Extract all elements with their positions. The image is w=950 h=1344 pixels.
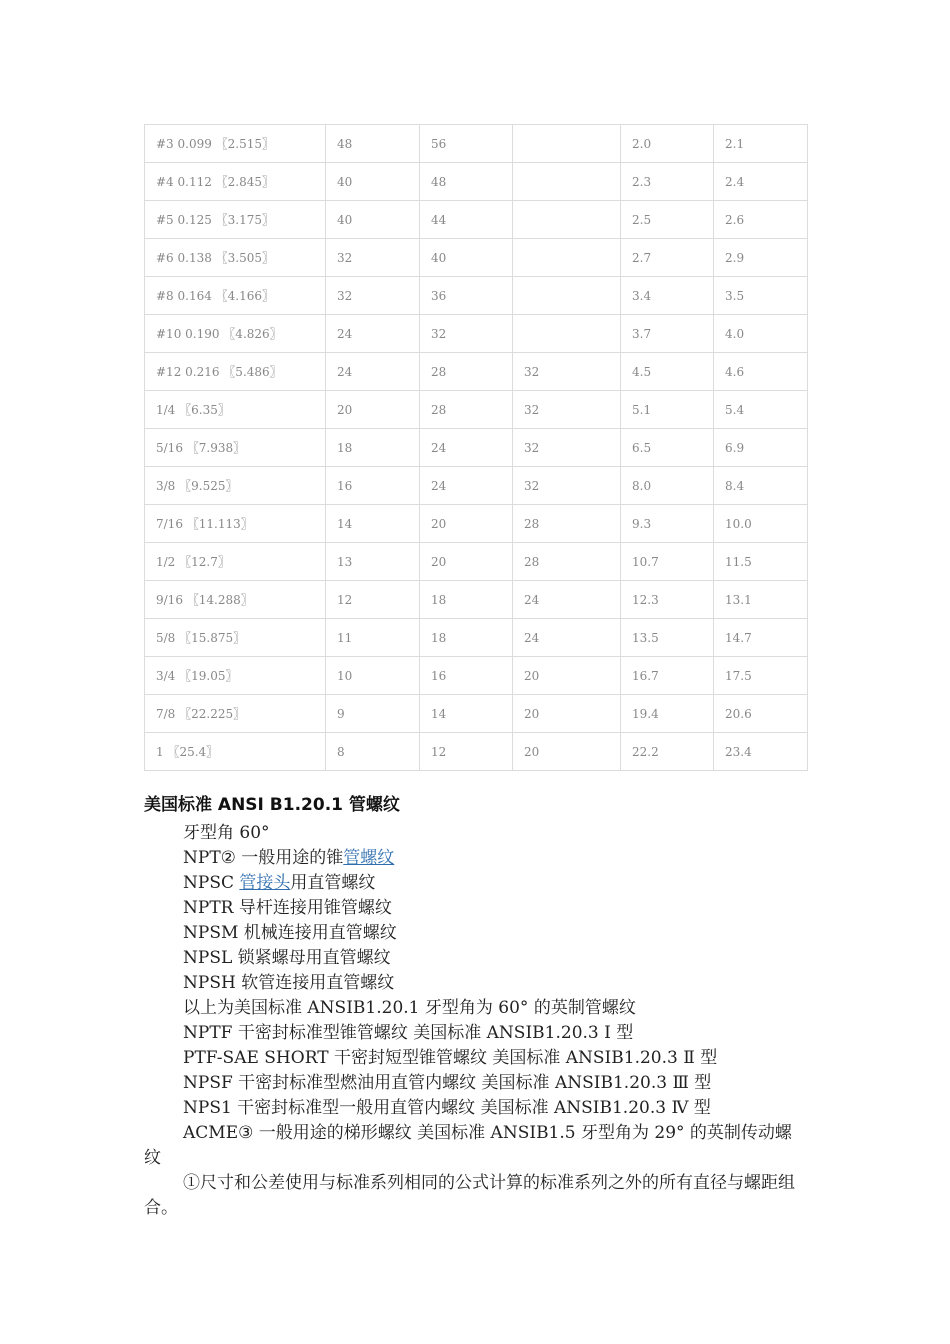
line-text: NPT② 一般用途的锥 <box>183 848 344 868</box>
text-line <box>144 871 808 896</box>
table-row <box>145 163 808 201</box>
table-cell <box>513 201 621 239</box>
table-cell: 18 <box>420 581 513 619</box>
table-cell: 20 <box>513 733 621 771</box>
table-cell: 2.7 <box>621 239 714 277</box>
table-cell: #10 0.190 〖4.826〗 <box>145 315 326 353</box>
table-cell: 5/16 〖7.938〗 <box>145 429 326 467</box>
table-cell: 28 <box>420 391 513 429</box>
table-cell <box>513 163 621 201</box>
table-cell: 1/2 〖12.7〗 <box>145 543 326 581</box>
table-cell <box>513 125 621 163</box>
table-cell: 2.4 <box>714 163 808 201</box>
table-cell: 12 <box>420 733 513 771</box>
table-cell: 17.5 <box>714 657 808 695</box>
text-line: ACME③ 一般用途的梯形螺纹 美国标准 ANSIB1.5 牙型角为 29° 的英制传动螺纹 <box>144 1123 792 1168</box>
table-cell: 23.4 <box>714 733 808 771</box>
table-row <box>145 695 808 733</box>
table-cell: 44 <box>420 201 513 239</box>
line-text: NPSC <box>183 873 240 893</box>
table-cell: #12 0.216 〖5.486〗 <box>145 353 326 391</box>
table-cell: 24 <box>420 467 513 505</box>
table-cell: 9.3 <box>621 505 714 543</box>
table-cell: 12.3 <box>621 581 714 619</box>
text-line: NPSF 干密封标准型燃油用直管内螺纹 美国标准 ANSIB1.20.3 Ⅲ 型 <box>183 1073 712 1093</box>
text-line: NPSH 软管连接用直管螺纹 <box>183 973 395 993</box>
table-cell: 16.7 <box>621 657 714 695</box>
table-cell: 24 <box>513 581 621 619</box>
table-row <box>145 315 808 353</box>
table-cell: 7/8 〖22.225〗 <box>145 695 326 733</box>
table-cell: 2.9 <box>714 239 808 277</box>
text-line: NPS1 干密封标准型一般用直管内螺纹 美国标准 ANSIB1.20.3 Ⅳ 型 <box>183 1098 711 1118</box>
text-line: PTF-SAE SHORT 干密封短型锥管螺纹 美国标准 ANSIB1.20.3 Ⅱ 型 <box>183 1048 718 1068</box>
table-cell: 40 <box>326 201 420 239</box>
section-heading: 美国标准 ANSI B1.20.1 管螺纹 <box>144 795 400 815</box>
table-cell: 18 <box>420 619 513 657</box>
table-row <box>145 429 808 467</box>
table-cell: 16 <box>420 657 513 695</box>
table-cell: 5.1 <box>621 391 714 429</box>
table-cell: 20.6 <box>714 695 808 733</box>
table-cell: 32 <box>513 353 621 391</box>
table-cell: 18 <box>326 429 420 467</box>
table-cell: 6.9 <box>714 429 808 467</box>
table-cell: 8.0 <box>621 467 714 505</box>
table-cell: 36 <box>420 277 513 315</box>
text-line: ①尺寸和公差使用与标准系列相同的公式计算的标准系列之外的所有直径与螺距组合。 <box>144 1173 795 1218</box>
text-line: NPSL 锁紧螺母用直管螺纹 <box>183 948 391 968</box>
table-row <box>145 353 808 391</box>
table-cell: 13.1 <box>714 581 808 619</box>
table-cell: 28 <box>420 353 513 391</box>
table-row <box>145 619 808 657</box>
table-cell: 32 <box>326 277 420 315</box>
line-text: 用直管螺纹 <box>290 873 376 893</box>
thread-size-table <box>144 124 808 771</box>
text-line: NPTR 导杆连接用锥管螺纹 <box>183 898 392 918</box>
table-cell: 1/4 〖6.35〗 <box>145 391 326 429</box>
table-cell <box>513 277 621 315</box>
table-row <box>145 657 808 695</box>
table-cell: 4.5 <box>621 353 714 391</box>
table-cell: 8.4 <box>714 467 808 505</box>
table-cell: 9/16 〖14.288〗 <box>145 581 326 619</box>
table-cell: 22.2 <box>621 733 714 771</box>
table-cell: 14 <box>326 505 420 543</box>
table-cell: 48 <box>326 125 420 163</box>
table-row <box>145 505 808 543</box>
table-cell: 14 <box>420 695 513 733</box>
table-cell <box>513 239 621 277</box>
table-cell: 12 <box>326 581 420 619</box>
table-cell: 28 <box>513 543 621 581</box>
table-cell: 20 <box>513 657 621 695</box>
table-cell: 24 <box>513 619 621 657</box>
table-cell: 4.0 <box>714 315 808 353</box>
table-cell: 9 <box>326 695 420 733</box>
table-cell: #8 0.164 〖4.166〗 <box>145 277 326 315</box>
table-cell: #4 0.112 〖2.845〗 <box>145 163 326 201</box>
table-cell: 13.5 <box>621 619 714 657</box>
table-cell: 3.5 <box>714 277 808 315</box>
pipe-thread-link[interactable]: 管螺纹 <box>343 848 395 868</box>
text-line: 牙型角 60° <box>183 823 270 843</box>
table-cell: 24 <box>420 429 513 467</box>
table-cell: 2.5 <box>621 201 714 239</box>
table-cell: 3/4 〖19.05〗 <box>145 657 326 695</box>
table-cell: 2.1 <box>714 125 808 163</box>
table-cell: 6.5 <box>621 429 714 467</box>
table-cell: 14.7 <box>714 619 808 657</box>
table-row <box>145 277 808 315</box>
table-cell: 20 <box>326 391 420 429</box>
table-cell: 2.6 <box>714 201 808 239</box>
table-cell: 28 <box>513 505 621 543</box>
table-cell: #6 0.138 〖3.505〗 <box>145 239 326 277</box>
table-cell: 32 <box>513 429 621 467</box>
table-cell: 10.7 <box>621 543 714 581</box>
table-cell: 16 <box>326 467 420 505</box>
table-cell: 7/16 〖11.113〗 <box>145 505 326 543</box>
table-cell: 5.4 <box>714 391 808 429</box>
table-cell: 4.6 <box>714 353 808 391</box>
text-line: NPTF 干密封标准型锥管螺纹 美国标准 ANSIB1.20.3 Ⅰ 型 <box>183 1023 634 1043</box>
table-row <box>145 543 808 581</box>
table-cell: 40 <box>326 163 420 201</box>
table-cell: 40 <box>420 239 513 277</box>
table-cell: 10.0 <box>714 505 808 543</box>
table-row <box>145 467 808 505</box>
table-cell: 10 <box>326 657 420 695</box>
table-cell: 11.5 <box>714 543 808 581</box>
table-row <box>145 733 808 771</box>
table-cell: 3/8 〖9.525〗 <box>145 467 326 505</box>
table-cell: 24 <box>326 353 420 391</box>
table-cell: 19.4 <box>621 695 714 733</box>
table-cell: 32 <box>513 391 621 429</box>
table-cell: #3 0.099 〖2.515〗 <box>145 125 326 163</box>
table-cell: 3.4 <box>621 277 714 315</box>
table-body <box>145 125 808 771</box>
table-cell: 8 <box>326 733 420 771</box>
table-row <box>145 201 808 239</box>
body-text <box>144 821 808 1221</box>
table-cell: 32 <box>513 467 621 505</box>
text-line: NPSM 机械连接用直管螺纹 <box>183 923 397 943</box>
table-cell: 5/8 〖15.875〗 <box>145 619 326 657</box>
table-cell: 48 <box>420 163 513 201</box>
table-cell: 1 〖25.4〗 <box>145 733 326 771</box>
pipe-fitting-link[interactable]: 管接头 <box>239 873 291 893</box>
table-row <box>145 125 808 163</box>
table-cell: 13 <box>326 543 420 581</box>
table-cell <box>513 315 621 353</box>
table-row <box>145 239 808 277</box>
table-cell: 20 <box>420 543 513 581</box>
text-line <box>144 846 808 871</box>
table-cell: 24 <box>326 315 420 353</box>
table-cell: 20 <box>513 695 621 733</box>
table-row <box>145 391 808 429</box>
table-cell: 11 <box>326 619 420 657</box>
table-row <box>145 581 808 619</box>
table-cell: 2.3 <box>621 163 714 201</box>
table-cell: 56 <box>420 125 513 163</box>
table-cell: 32 <box>326 239 420 277</box>
table-cell: #5 0.125 〖3.175〗 <box>145 201 326 239</box>
table-cell: 32 <box>420 315 513 353</box>
table-cell: 3.7 <box>621 315 714 353</box>
table-cell: 20 <box>420 505 513 543</box>
text-line: 以上为美国标准 ANSIB1.20.1 牙型角为 60° 的英制管螺纹 <box>183 998 636 1018</box>
table-cell: 2.0 <box>621 125 714 163</box>
